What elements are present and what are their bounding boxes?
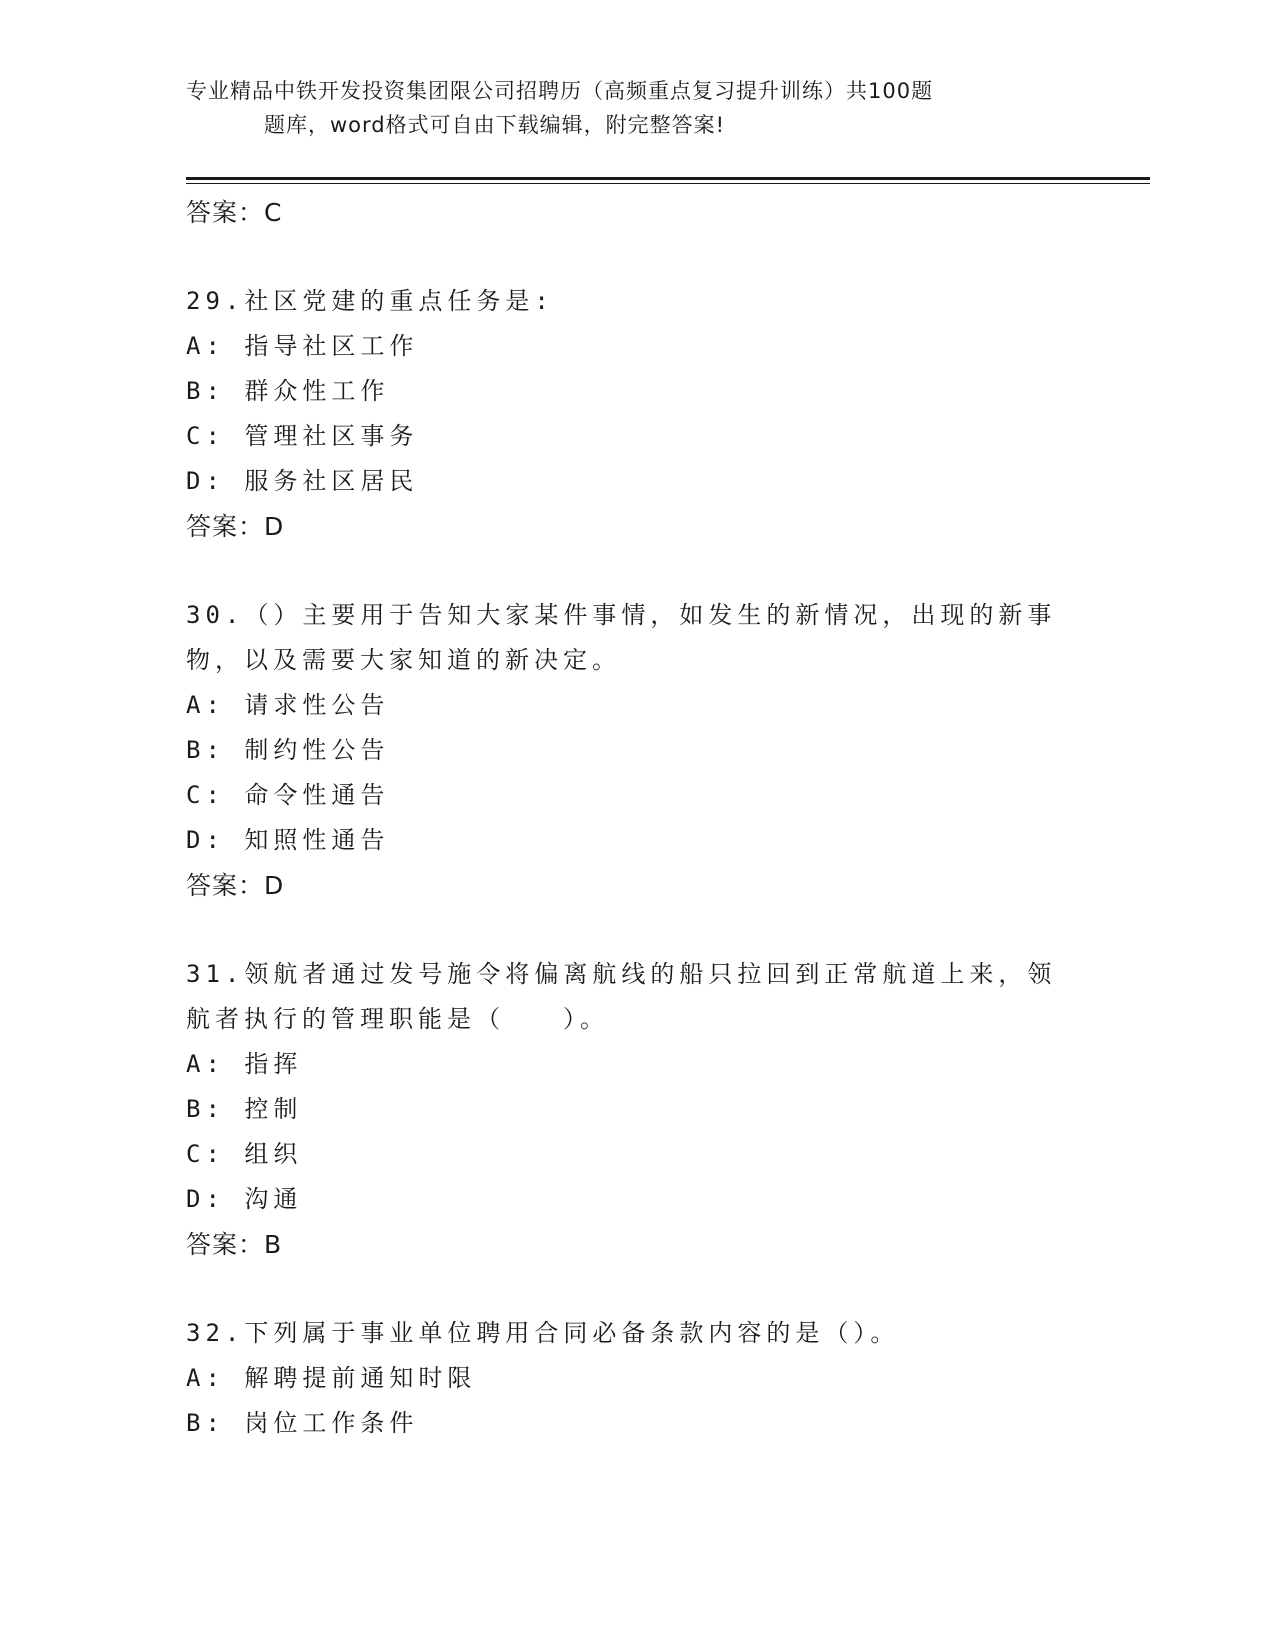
question-29 [186,279,1086,549]
option-b: B: 岗位工作条件 [186,1409,419,1437]
question-text: 31.领航者通过发号施令将偏离航线的船只拉回到正常航道上来，领航者执行的管理职能是（ ）。 [186,960,1057,1033]
answer-line: 答案：B [186,1230,283,1259]
option-d: D: 沟通 [186,1185,303,1213]
option-d: D: 知照性通告 [186,826,390,854]
option-a: A: 解聘提前通知时限 [186,1364,477,1392]
question-text: 30.（）主要用于告知大家某件事情，如发生的新情况，出现的新事物，以及需要大家知道的新决定。 [186,601,1057,674]
option-a: A: 指导社区工作 [186,332,419,360]
answer-line: 答案：D [186,871,285,900]
option-a: A: 请求性公告 [186,691,390,719]
question-list [186,190,1086,1446]
question-text: 29.社区党建的重点任务是: [186,287,554,315]
header-line-1: 专业精品中铁开发投资集团限公司招聘历（高频重点复习提升训练）共100题 [186,79,934,103]
header-rule-thin [186,183,1150,184]
option-c: C: 组织 [186,1140,303,1168]
option-d: D: 服务社区居民 [186,467,419,495]
question-text: 32.下列属于事业单位聘用合同必备条款内容的是（）。 [186,1319,900,1347]
option-b: B: 群众性工作 [186,377,390,405]
document-header [186,74,1046,142]
header-rule-thick [186,177,1150,180]
header-line-2: 题库，word格式可自由下载编辑，附完整答案! [264,113,726,137]
question-32 [186,1311,1086,1446]
option-c: C: 命令性通告 [186,781,390,809]
option-a: A: 指挥 [186,1050,303,1078]
question-30 [186,593,1086,908]
option-b: B: 控制 [186,1095,303,1123]
answer-line: 答案：D [186,512,285,541]
option-c: C: 管理社区事务 [186,422,419,450]
answer-line: 答案：C [186,198,283,227]
question-31 [186,952,1086,1267]
option-b: B: 制约性公告 [186,736,390,764]
